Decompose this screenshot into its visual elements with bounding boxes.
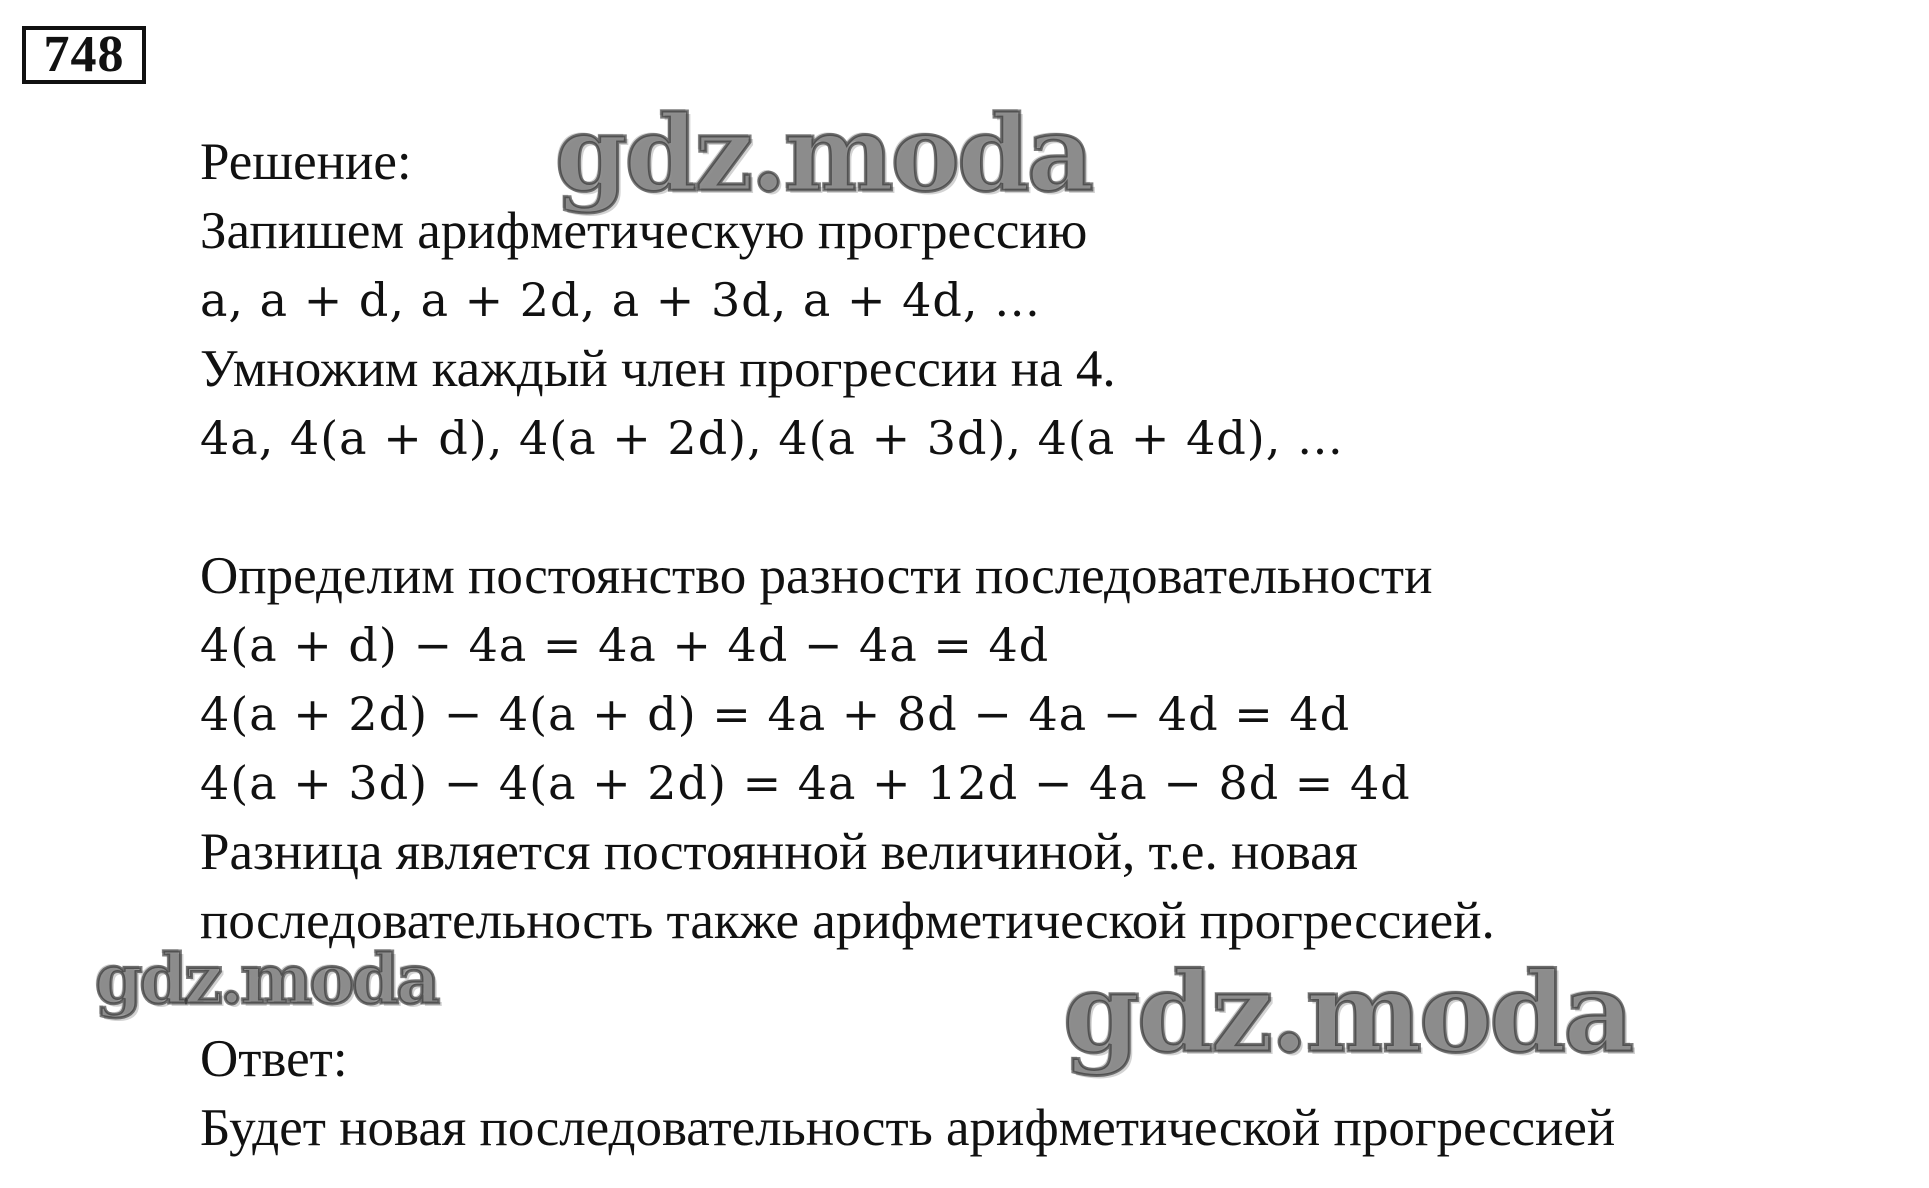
- watermark: gdz.moda: [555, 92, 1092, 215]
- math-line: 4a, 4(a + d), 4(a + 2d), 4(a + 3d), 4(a + 4d), …: [200, 411, 1344, 465]
- blank-line: [200, 956, 1860, 1025]
- text-line: Определим постоянство разности последовательности: [200, 547, 1433, 605]
- math-line: 4(a + 3d) − 4(a + 2d) = 4a + 12d − 4a − 8d = 4d: [200, 756, 1411, 810]
- blank-line: [200, 473, 1860, 542]
- problem-number-box: 748: [22, 26, 146, 84]
- text-line: Умножим каждый член прогрессии на 4.: [200, 340, 1116, 398]
- answer-text: Будет новая последовательность арифметической прогрессией: [200, 1099, 1616, 1157]
- math-line: 4(a + 2d) − 4(a + d) = 4a + 8d − 4a − 4d = 4d: [200, 687, 1351, 741]
- text-line: последовательность также арифметической прогрессией.: [200, 892, 1495, 950]
- watermark: gdz.moda: [95, 940, 438, 1020]
- text-line: Запишем арифметическую прогрессию: [200, 202, 1088, 260]
- watermark: gdz.moda: [1063, 948, 1632, 1077]
- text-line: Разница является постоянной величиной, т.е. новая: [200, 823, 1359, 881]
- solution-heading: Решение:: [200, 133, 412, 191]
- answer-heading: Ответ:: [200, 1030, 348, 1088]
- math-line: 4(a + d) − 4a = 4a + 4d − 4a = 4d: [200, 618, 1050, 672]
- solution-text: [200, 128, 1860, 1163]
- math-line: a, a + d, a + 2d, a + 3d, a + 4d, …: [200, 273, 1042, 327]
